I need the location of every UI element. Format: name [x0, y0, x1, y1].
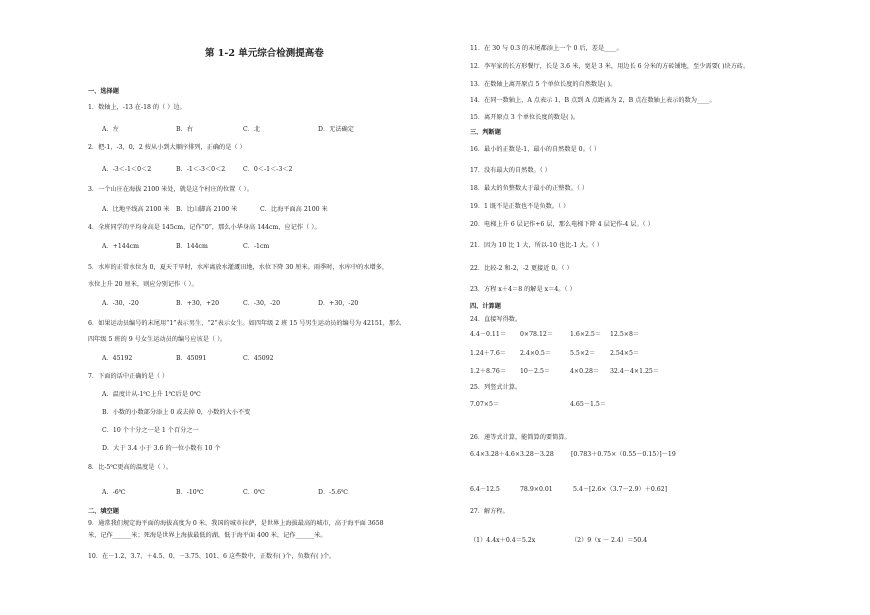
question-text: 四年级 5 班的 9 号女生运动员的编号应该是（ ）。	[88, 336, 227, 343]
question-text: 21．因为 10 比 1 大，所以-10 也比-1 大。（ ）	[470, 242, 603, 249]
question-text: 10．在－1.2、3.7、＋4.5、0、－3.75、101、6 这些数中，正数有( )个，负数有( )个。	[88, 553, 336, 560]
section-heading: 一、选择题	[88, 88, 119, 95]
question-text: 4．全班同学的平均身高是 145cm，记作“0”，那么小华身高 144cm，应记作（ ）。	[88, 224, 321, 231]
calc-item: 1.24＋7.6＝	[470, 350, 506, 357]
answer-option: B．右	[176, 126, 193, 133]
question-text: 22．比较-2 和-2，-2 更接近 0。（ ）	[470, 265, 573, 272]
question-text: 水位上升 20 厘米，则应分别记作（ ）。	[88, 281, 198, 288]
answer-option: C．-30，-20	[243, 300, 281, 307]
calc-item: [0.783＋0.75×（0.55－0.15）]－19	[571, 451, 676, 458]
answer-option: D．无法确定	[318, 126, 354, 133]
calc-item: 5.4－[2.6×（3.7－2.9）＋0.62]	[573, 486, 668, 493]
answer-option: A．-30，-20	[102, 300, 139, 307]
question-text: 8．比-5℃更高的温度是（ ）。	[88, 464, 172, 471]
answer-option: C．-1cm	[243, 243, 270, 250]
calc-item: 6.4－12.5	[470, 486, 500, 493]
answer-option: B．比山脚高 2100 米	[176, 206, 238, 213]
question-text: 27．解方程。	[470, 508, 509, 515]
question-text: 米，记作______米；死海是世界上海拔最低的湖，低于海平面 400 米，记作______米。	[88, 532, 327, 539]
answer-option: A．左	[102, 126, 119, 133]
calc-item: 2.54×5＝	[610, 350, 640, 357]
calc-item: 4.4－0.11＝	[470, 331, 506, 338]
question-text: 23．方程 x＋4＝8 的解是 x＝4。（ ）	[470, 286, 576, 293]
question-text: 2．把-1，-3，0，2 按从小到大顺序排列，正确的是（ ）	[88, 144, 246, 151]
question-text: 16．最小的正数是-1，最小的自然数是 0。（ ）	[470, 146, 601, 153]
answer-option: B．144cm	[176, 243, 208, 250]
question-text: 11．在 30 与 0.3 的末尾都添上一个 0 后，差是____。	[470, 45, 623, 52]
question-text: 15．离开原点 3 个单位长度的数是( )。	[470, 114, 580, 121]
answer-option: C．45092	[243, 355, 274, 362]
question-text: 6．如果运动员编号的末尾用“1”表示男生，“2”表示女生。如四年级 2 班 15 号男生运动员的编号为 42151，那么	[88, 320, 402, 327]
question-text: 18．最大的负整数大于最小的正整数。（ ）	[470, 185, 589, 192]
answer-option: D．-5.6℃	[318, 489, 349, 496]
calc-item: 7.07×5＝	[470, 401, 500, 408]
question-text: 14．在同一数轴上，A 点表示 1，B 点到 A 点距离为 2，B 点在数轴上表示的数为____。	[470, 97, 716, 104]
question-text: C．10 个十分之一是 1 个百分之一	[102, 427, 199, 434]
calc-item: 10－2.5＝	[520, 368, 551, 375]
section-heading: 三、判断题	[470, 129, 501, 136]
question-text: 20．电梯上升 6 层记作+6 层，那么电梯下降 4 层记作-4 层。（ ）	[470, 221, 654, 228]
answer-option: A．比地平线高 2100 米	[102, 206, 170, 213]
calc-item: 78.9×0.01	[520, 486, 553, 493]
answer-option: B．-1＜-3＜0＜2	[176, 166, 226, 173]
question-text: 1．数轴上，-13 在-18 的（ ）边。	[88, 104, 186, 111]
question-text: B．小数的小数部分添上 0 或去掉 0，小数的大小不变	[102, 409, 251, 416]
question-text: 3．一个山庄在海拔 2100 米处，就是这个村庄的位置（ ）。	[88, 186, 253, 193]
question-text: 19．1 既不是正数也不是负数。（ ）	[470, 203, 570, 210]
section-heading: 四、计算题	[470, 303, 501, 310]
question-text: 12．李军家的长方形餐厅，长是 3.6 米，宽是 3 米，用边长 6 分米的方砖铺地，至少需要( )块方砖。	[470, 63, 750, 70]
question-text: 17．没有最大的自然数。（ ）	[470, 167, 551, 174]
question-text: 24．直接写得数。	[470, 316, 522, 323]
calc-item: 1.6×2.5＝	[570, 331, 602, 338]
page-title: 第 1-2 单元综合检测提高卷	[205, 48, 324, 59]
calc-item: 4×0.28＝	[570, 368, 600, 375]
calc-item: （2）9（x － 2.4）＝50.4	[571, 537, 648, 544]
question-text: 25．列竖式计算。	[470, 384, 522, 391]
question-text: 9．通常我们规定海平面的海拔高度为 0 米，我国的城市拉萨，是世界上海拔最高的城市，高于海平面 3658	[88, 520, 384, 527]
calc-item: 5.5×2＝	[570, 350, 596, 357]
calc-item: 32.4－4×1.25＝	[610, 368, 660, 375]
calc-item: （1）4.4x＋0.4＝5.2x	[470, 537, 536, 544]
calc-item: 2.4×0.5＝	[520, 350, 552, 357]
answer-option: C．0＜-1＜-3＜2	[243, 166, 293, 173]
question-text: 13．在数轴上离开原点 5 个单位长度的自然数是( )。	[470, 81, 617, 88]
answer-option: B．45091	[176, 355, 207, 362]
question-text: D．大于 3.4 小于 3.6 的一位小数有 10 个	[102, 445, 221, 452]
section-heading: 二、填空题	[88, 508, 119, 515]
question-text: A．温度计从-1℃上升 1℃后是 0℃	[102, 391, 201, 398]
answer-option: B．+30，+20	[176, 300, 220, 307]
calc-item: 6.4×3.28＋4.6×3.28－3.28	[470, 451, 554, 458]
answer-option: A．-6℃	[102, 489, 126, 496]
answer-option: C．北	[243, 126, 261, 133]
answer-option: A．-3＜-1＜0＜2	[102, 166, 152, 173]
calc-item: 12.5×8＝	[610, 331, 640, 338]
answer-option: C．比海平面高 2100 米	[260, 206, 328, 213]
calc-item: 4.65－1.5＝	[570, 401, 606, 408]
answer-option: A．45192	[102, 355, 133, 362]
answer-option: D．+30，-20	[318, 300, 359, 307]
question-text: 7．下面的话中正确的是（ ）	[88, 373, 169, 380]
calc-item: 0×78.12＝	[520, 331, 554, 338]
calc-item: 1.2＋8.76＝	[470, 368, 506, 375]
answer-option: B．-10℃	[176, 489, 204, 496]
answer-option: C．0℃	[243, 489, 265, 496]
answer-option: A．+144cm	[102, 243, 139, 250]
question-text: 26．递等式计算，能简算的要简算。	[470, 434, 571, 441]
question-text: 5．水库的正常水位为 0，夏天干旱时，水库离放水灌溉田地，水位下降 30 厘米。雨季时，水库中的水增多，	[88, 264, 389, 271]
